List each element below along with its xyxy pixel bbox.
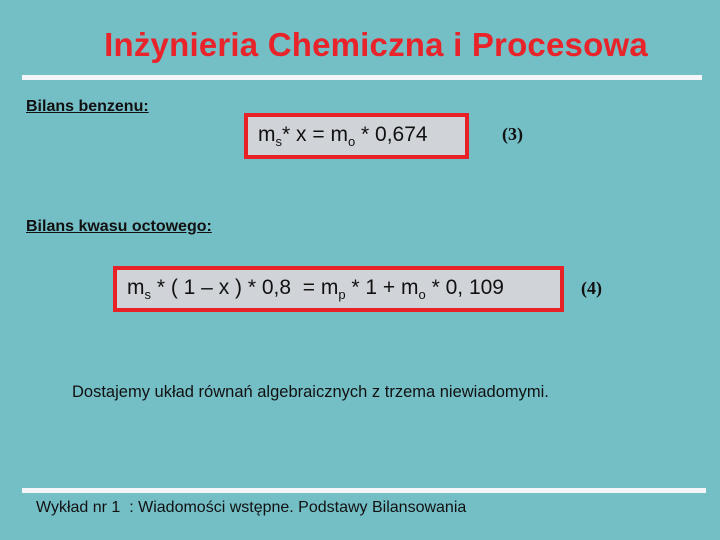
equation-4-number: (4) [581,278,602,298]
equation-3-text: $m_s*$ $x = m_o * 0,674$ [258,123,428,149]
equation-3-box [244,113,469,159]
benzene-balance-label: Bilans benzenu: [26,98,149,115]
equation-4-box [113,266,564,312]
acetic-acid-balance-label: Bilans kwasu octowego: [26,218,212,235]
equation-4-text: $m_s$ * ( 1 – x ) * $0,8 = m_p * 1 + m_o * 0$, 109 [127,276,504,302]
slide-title: Inżynieria Chemiczna i Procesowa [104,26,648,63]
equation-3-number: (3) [502,124,523,144]
title-divider [22,75,702,80]
footer-divider [22,488,706,493]
footer-text: Wykład nr 1 : Wiadomości wstępne. Podstawy Bilansowania [36,499,467,516]
conclusion-text: Dostajemy układ równań algebraicznych z trzema niewiadomymi. [72,383,549,401]
